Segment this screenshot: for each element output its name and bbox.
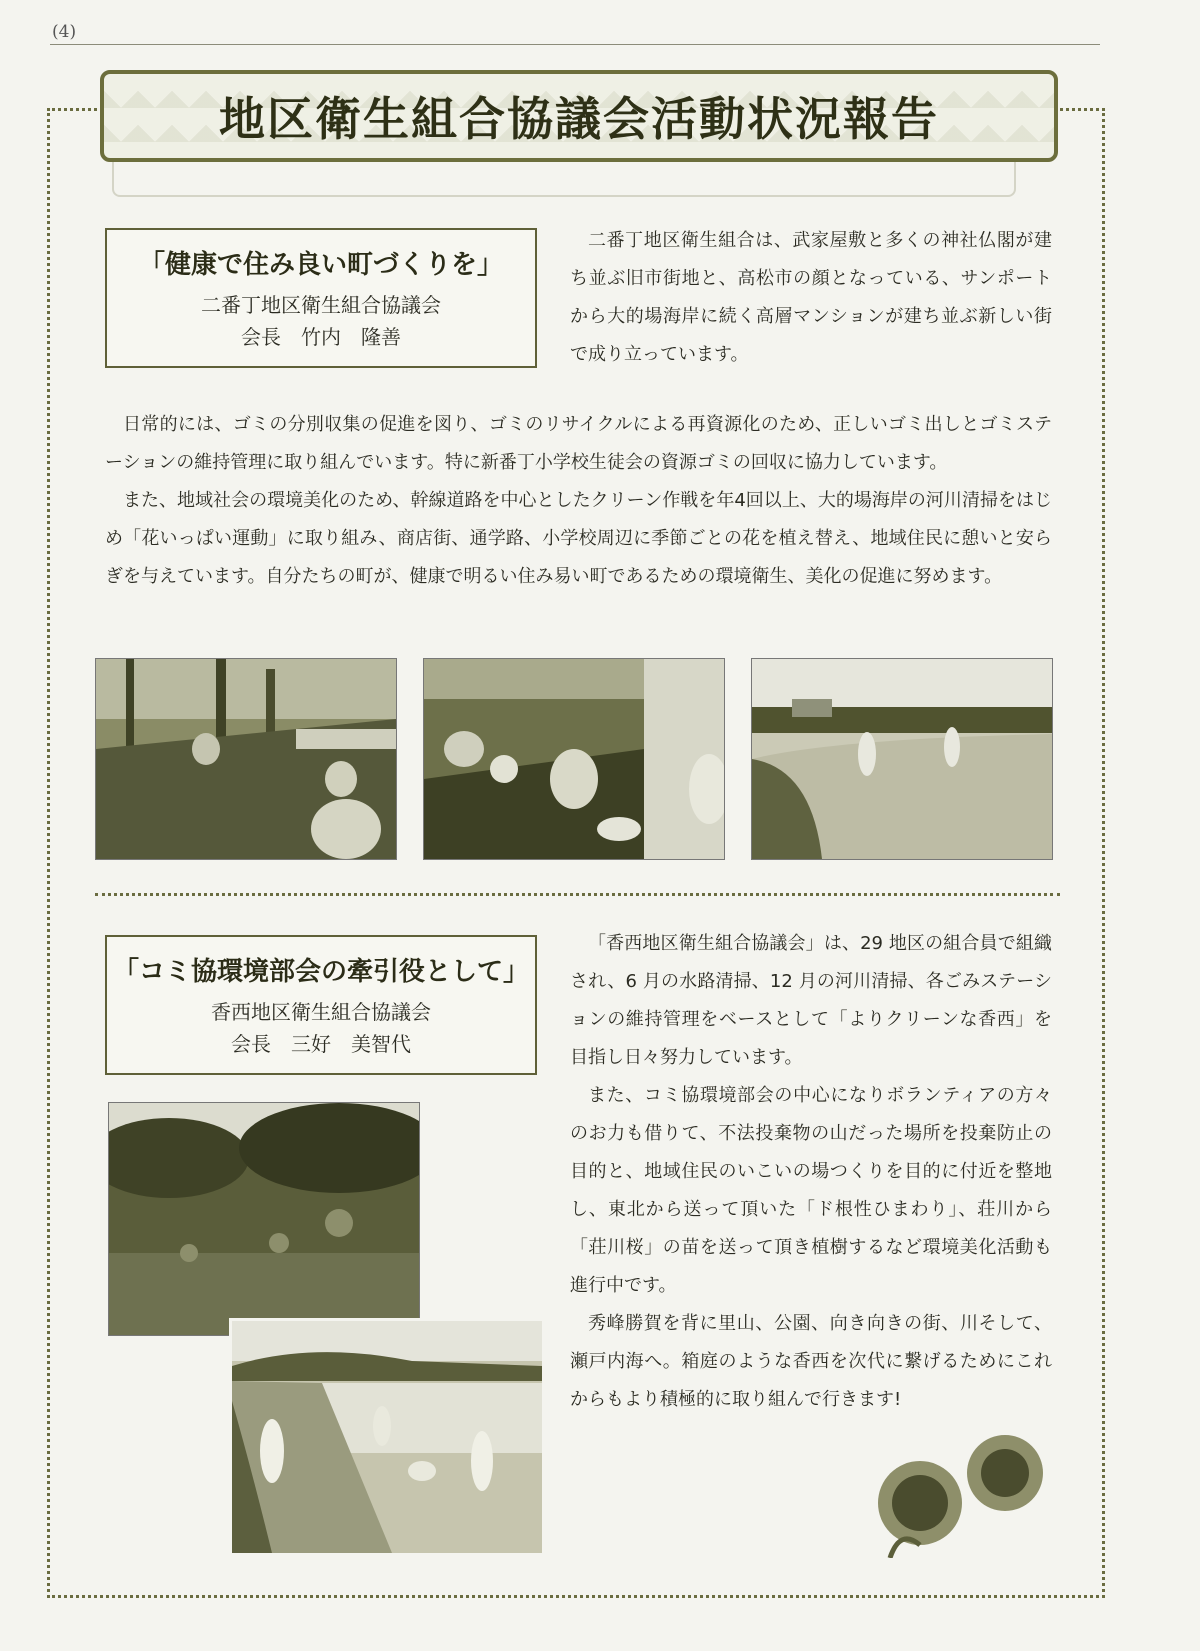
section2-president: 会長 三好 美智代	[231, 1031, 411, 1056]
page-title: 地区衛生組合協議会活動状況報告	[219, 92, 939, 146]
photo-sunflower-field	[108, 1102, 420, 1336]
section1-body	[105, 406, 1052, 596]
section2-paragraph1: 「香西地区衛生組合協議会」は、29 地区の組合員で組織され、6 月の水路清掃、12 月の河川清掃、各ごみステーションの維持管理をベースとして「よりクリーンな香西」を目指し日々努力しています。	[570, 933, 1052, 1068]
section2-organization: 香西地区衛生組合協議会	[211, 999, 431, 1024]
section2-heading: 「コミ協環境部会の牽引役として」	[112, 956, 529, 987]
section1-paragraph3: また、地域社会の環境美化のため、幹線道路を中心としたクリーン作戦を年4回以上、大的場海岸の河川清掃をはじめ「花いっぱい運動」に取り組み、商店街、通学路、小学校周辺に季節ごとの花を植え替え、地域住民に憩いと安らぎを与えています。自分たちの町が、健康で明るい住み易い町であるための環境衛生、美化の促進に努めます。	[105, 490, 1052, 587]
section2-heading-box	[105, 935, 537, 1075]
section1-heading-box	[105, 228, 537, 368]
header-rule	[50, 44, 1100, 45]
section1-organization: 二番丁地区衛生組合協議会	[201, 292, 441, 317]
section-divider	[95, 893, 1060, 896]
section2-paragraph3: 秀峰勝賀を背に里山、公園、向き向きの街、川そして、瀬戸内海へ。箱庭のような香西を次代に繋げるためにこれからもより積極的に取り組んで行きます!	[570, 1313, 1052, 1410]
photo-flowerbed-weeding	[423, 658, 725, 860]
sunflower-icon	[870, 1418, 1060, 1558]
page-number: (4)	[52, 22, 77, 42]
section1-paragraph2: 日常的には、ゴミの分別収集の促進を図り、ゴミのリサイクルによる再資源化のため、正しいゴミ出しとゴミステーションの維持管理に取り組んでいます。特に新番丁小学校生徒会の資源ゴミの回収に協力しています。	[105, 414, 1052, 473]
section1-president: 会長 竹内 隆善	[241, 324, 401, 349]
section1-intro	[570, 222, 1052, 374]
title-banner	[100, 70, 1058, 162]
section2-body	[570, 925, 1052, 1419]
section2-paragraph2: また、コミ協環境部会の中心になりボランティアの方々のお力も借りて、不法投棄物の山だった場所を投棄防止の目的と、地域住民のいこいの場つくりを目的に付近を整地し、東北から送って頂いた「ド根性ひまわり」、荘川から「荘川桜」の苗を送って頂き植樹するなど環境美化活動も進行中です。	[570, 1085, 1052, 1296]
photo-roadside-cleanup	[95, 658, 397, 860]
photo-river-cleanup	[229, 1318, 545, 1556]
section1-heading: 「健康で住み良い町づくりを」	[138, 249, 503, 280]
photo-beach-cleanup	[751, 658, 1053, 860]
section1-paragraph1: 二番丁地区衛生組合は、武家屋敷と多くの神社仏閣が建ち並ぶ旧市街地と、高松市の顔となっている、サンポートから大的場海岸に続く高層マンションが建ち並ぶ新しい街で成り立っています。	[570, 230, 1052, 365]
